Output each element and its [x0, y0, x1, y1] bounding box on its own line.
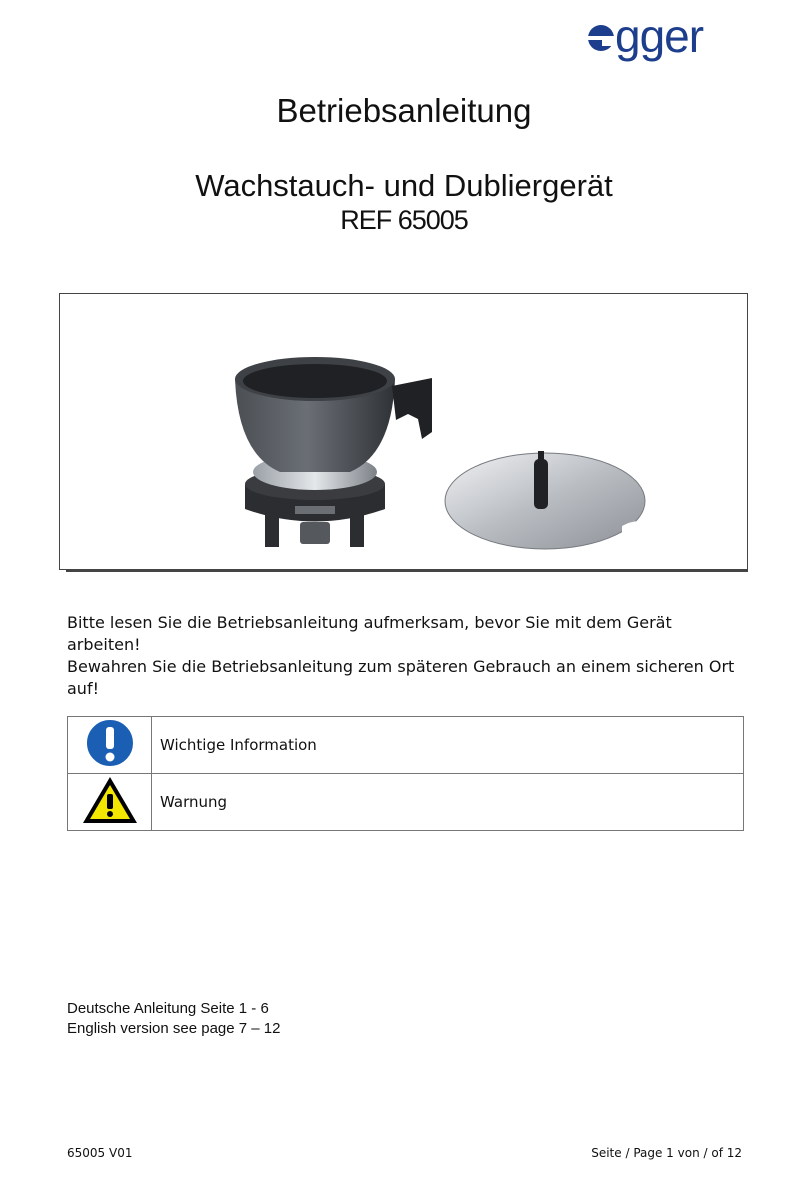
product-photo	[60, 294, 747, 569]
photo-frame-shadow	[66, 570, 748, 572]
product-name: Wachstauch- und Dubliergerät	[195, 168, 613, 203]
german-version-note: Deutsche Anleitung Seite 1 - 6	[67, 1000, 269, 1017]
symbol-legend-table	[67, 716, 744, 831]
intro-line-1: Bitte lesen Sie die Betriebsanleitung aufmerksam, bevor Sie mit dem Gerät arbeiten!	[67, 613, 672, 654]
warning-triangle-icon	[80, 774, 140, 826]
document-title: Betriebsanleitung	[276, 92, 532, 129]
english-version-note: English version see page 7 – 12	[67, 1020, 281, 1037]
legend-label-warning: Warnung	[152, 774, 744, 831]
product-photo-frame	[59, 293, 748, 570]
intro-line-2: Bewahren Sie die Betriebsanleitung zum späteren Gebrauch an einem sicheren Ort auf!	[67, 657, 735, 698]
intro-text	[67, 612, 747, 700]
language-versions	[67, 999, 280, 1039]
legend-row-info	[68, 717, 744, 774]
legend-icon-cell	[68, 774, 152, 831]
footer-page-number: Seite / Page 1 von / of 12	[591, 1146, 742, 1160]
egger-logo	[582, 12, 732, 79]
legend-row-warning	[68, 774, 744, 831]
footer-document-id: 65005 V01	[67, 1146, 133, 1160]
egger-logo-mark	[582, 12, 732, 68]
product-reference: REF 65005	[340, 205, 468, 235]
info-exclamation-icon	[80, 717, 140, 769]
legend-icon-cell	[68, 717, 152, 774]
svg-text:gger: gger	[615, 12, 704, 62]
legend-label-info: Wichtige Information	[152, 717, 744, 774]
